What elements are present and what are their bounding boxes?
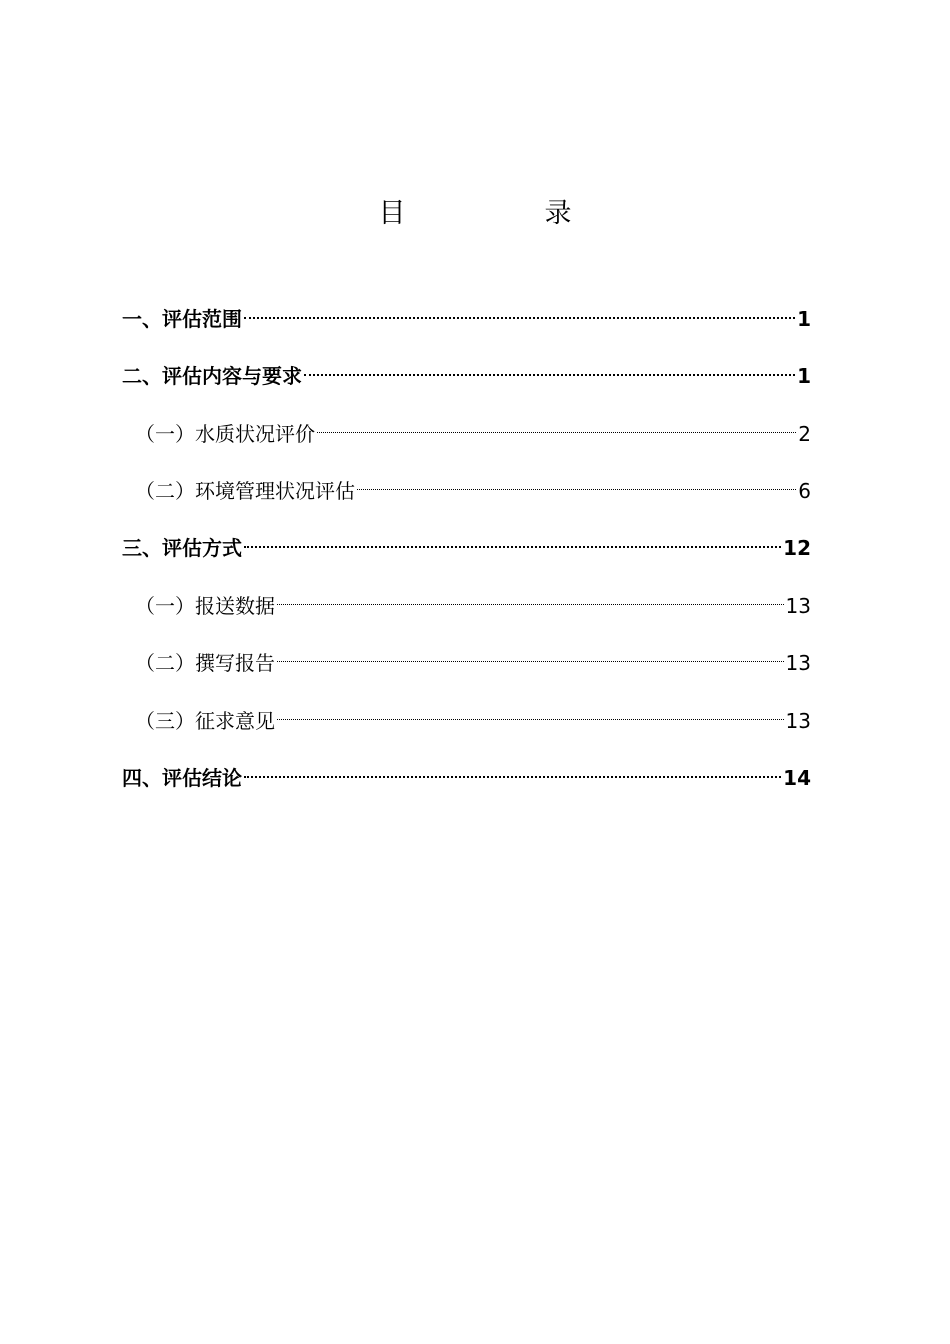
toc-page-number: 12	[783, 536, 811, 560]
toc-dot-leader	[244, 525, 781, 555]
toc-dot-leader	[244, 296, 795, 326]
page-title: 目 录	[378, 198, 628, 229]
toc-page-number: 1	[797, 307, 811, 331]
toc-page-number: 13	[785, 594, 811, 618]
toc-entry-label: （三）征求意见	[135, 709, 275, 733]
toc-entry-scope[interactable]	[122, 296, 811, 331]
toc-page-number: 14	[783, 766, 811, 790]
toc-entry-environmental-management[interactable]	[135, 468, 811, 503]
toc-dot-leader	[357, 468, 796, 498]
toc-entry-write-report[interactable]	[135, 640, 811, 675]
toc-entry-label: （一）报送数据	[135, 594, 275, 618]
toc-dot-leader	[244, 755, 781, 785]
toc-entry-label: （一）水质状况评价	[135, 422, 315, 446]
toc-entry-water-quality[interactable]	[135, 411, 811, 446]
toc-page-number: 6	[798, 479, 811, 503]
toc-page-number: 13	[785, 709, 811, 733]
toc-dot-leader	[277, 583, 784, 613]
toc-entry-method[interactable]	[122, 525, 811, 560]
toc-entry-label: 二、评估内容与要求	[122, 364, 302, 388]
toc-page-number: 13	[785, 651, 811, 675]
toc-dot-leader	[317, 411, 796, 441]
toc-entry-label: 一、评估范围	[122, 307, 242, 331]
toc-entry-label: 三、评估方式	[122, 536, 242, 560]
toc-dot-leader	[277, 640, 784, 670]
toc-dot-leader	[304, 353, 795, 383]
toc-dot-leader	[277, 698, 784, 728]
toc-entry-label: 四、评估结论	[122, 766, 242, 790]
toc-entry-conclusion[interactable]	[122, 755, 811, 790]
toc-page-number: 2	[798, 422, 811, 446]
toc-page-number: 1	[797, 364, 811, 388]
toc-entry-label: （二）撰写报告	[135, 651, 275, 675]
toc-entry-label: （二）环境管理状况评估	[135, 479, 355, 503]
toc-entry-solicit-opinions[interactable]	[135, 698, 811, 733]
toc-entry-submit-data[interactable]	[135, 583, 811, 618]
toc-entry-content-requirements[interactable]	[122, 353, 811, 388]
